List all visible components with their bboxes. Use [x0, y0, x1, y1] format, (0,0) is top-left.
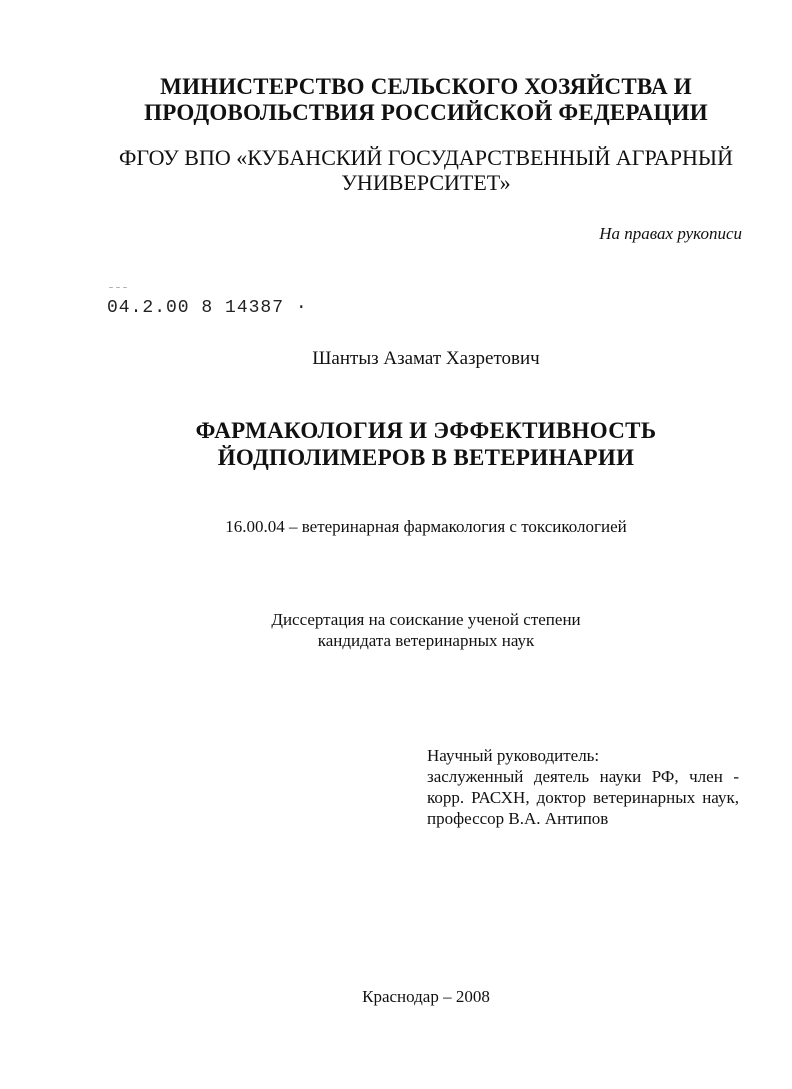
- supervisor-label: Научный руководитель:: [427, 746, 600, 765]
- degree-line-2: кандидата ветеринарных наук: [317, 631, 535, 650]
- title-line-2: ЙОДПОЛИМЕРОВ В ВЕТЕРИНАРИИ: [217, 445, 635, 470]
- degree-line-1: Диссертация на соискание ученой степени: [271, 610, 581, 629]
- author-name: Шантыз Азамат Хазретович: [312, 348, 540, 369]
- ministry-heading: [30, 74, 792, 126]
- university-heading: [30, 145, 792, 195]
- supervisor-block: [427, 745, 739, 829]
- ministry-line-2: ПРОДОВОЛЬСТВИЯ РОССИЙСКОЙ ФЕДЕРАЦИИ: [144, 100, 708, 125]
- registration-stamp-number: 04.2.00 8 14387 ·: [107, 298, 308, 318]
- dissertation-title: [30, 417, 792, 471]
- university-line-2: УНИВЕРСИТЕТ»: [341, 170, 511, 195]
- university-line-1: ФГОУ ВПО «КУБАНСКИЙ ГОСУДАРСТВЕННЫЙ АГРАРНЫЙ: [119, 145, 733, 170]
- place-and-year: Краснодар – 2008: [362, 987, 490, 1006]
- title-line-1: ФАРМАКОЛОГИЯ И ЭФФЕКТИВНОСТЬ: [195, 418, 657, 443]
- supervisor-details: заслуженный деятель науки РФ, член - корр. РАСХН, доктор ветеринарных наук, профессор В.А. Антипов: [427, 767, 739, 828]
- degree-statement: [30, 609, 792, 651]
- ministry-line-1: МИНИСТЕРСТВО СЕЛЬСКОГО ХОЗЯЙСТВА И: [160, 74, 692, 99]
- manuscript-note: На правах рукописи: [599, 224, 742, 243]
- specialty-code: 16.00.04 – ветеринарная фармакология с токсикологией: [225, 517, 627, 536]
- stamp-dots: ¨¨¨: [108, 287, 130, 298]
